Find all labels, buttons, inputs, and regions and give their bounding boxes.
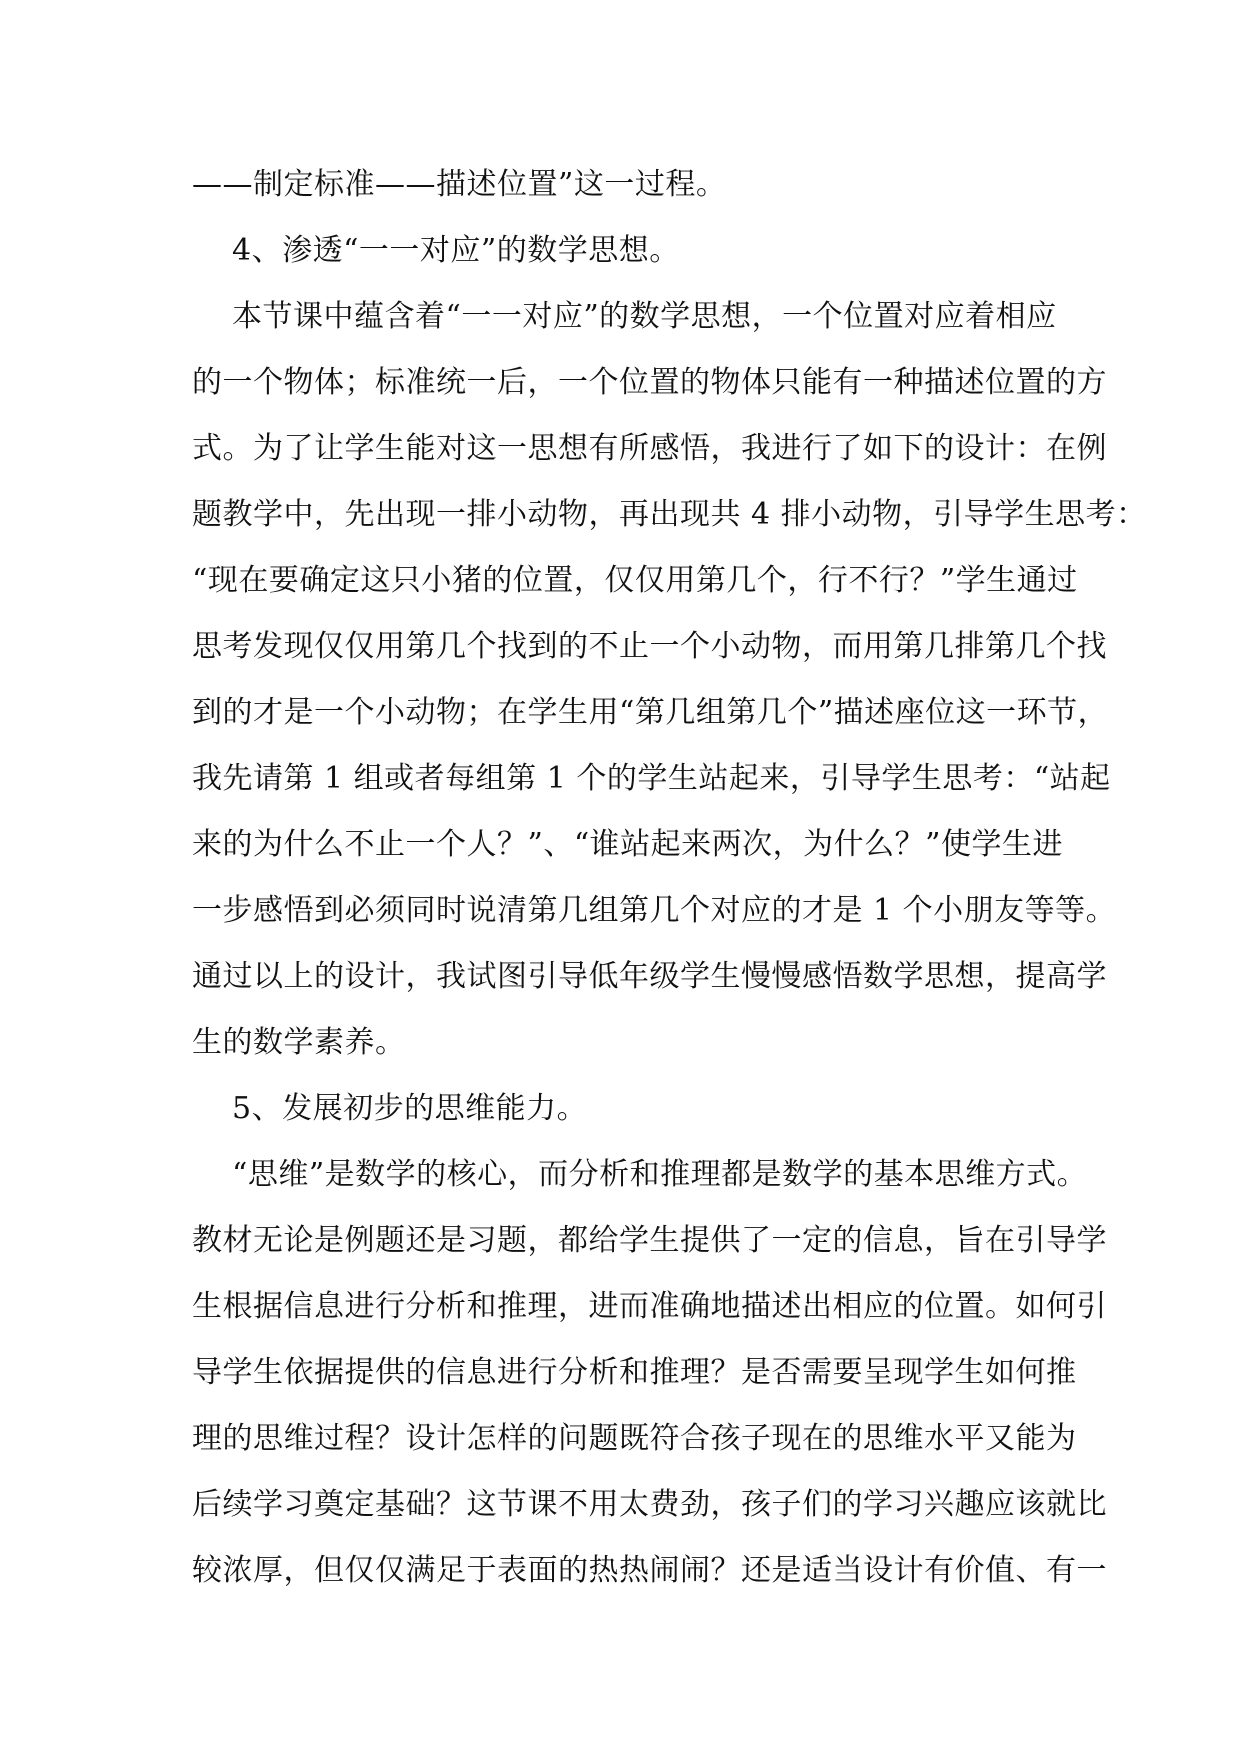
text-line: 本节课中蕴含着“一一对应”的数学思想，一个位置对应着相应 xyxy=(232,299,1057,334)
text-line: ——制定标准——描述位置”这一过程。 xyxy=(192,167,727,202)
text-line: 来的为什么不止一个人？”、“谁站起来两次，为什么？”使学生进 xyxy=(192,827,1064,862)
text-line: 到的才是一个小动物；在学生用“第几组第几个”描述座位这一环节， xyxy=(192,695,1109,730)
section-heading: 5、发展初步的思维能力。 xyxy=(232,1091,588,1126)
text-line: 理的思维过程？设计怎样的问题既符合孩子现在的思维水平又能为 xyxy=(192,1421,1077,1456)
text-line: 题教学中，先出现一排小动物，再出现共 4 排小动物，引导学生思考： xyxy=(192,497,1147,532)
text-line: 导学生依据提供的信息进行分析和推理？是否需要呈现学生如何推 xyxy=(192,1355,1077,1390)
text-line: 我先请第 1 组或者每组第 1 个的学生站起来，引导学生思考：“站起 xyxy=(192,761,1111,796)
text-line: 教材无论是例题还是习题，都给学生提供了一定的信息，旨在引导学 xyxy=(192,1223,1107,1258)
text-line: “现在要确定这只小猪的位置，仅仅用第几个，行不行？”学生通过 xyxy=(192,563,1078,598)
text-line: 生根据信息进行分析和推理，进而准确地描述出相应的位置。如何引 xyxy=(192,1289,1107,1324)
text-line: 式。为了让学生能对这一思想有所感悟，我进行了如下的设计：在例 xyxy=(192,431,1107,466)
section-heading: 4、渗透“一一对应”的数学思想。 xyxy=(232,233,680,268)
text-line: 思考发现仅仅用第几个找到的不止一个小动物，而用第几排第几个找 xyxy=(192,629,1107,664)
document-body xyxy=(192,152,1147,1604)
text-line: 生的数学素养。 xyxy=(192,1025,406,1060)
text-line: 的一个物体；标准统一后，一个位置的物体只能有一种描述位置的方 xyxy=(192,365,1107,400)
text-line: 一步感悟到必须同时说清第几组第几个对应的才是 1 个小朋友等等。 xyxy=(192,893,1117,928)
text-line: 较浓厚，但仅仅满足于表面的热热闹闹？还是适当设计有价值、有一 xyxy=(192,1553,1107,1588)
text-line: 通过以上的设计，我试图引导低年级学生慢慢感悟数学思想，提高学 xyxy=(192,959,1107,994)
text-line: “思维”是数学的核心，而分析和推理都是数学的基本思维方式。 xyxy=(232,1157,1088,1192)
text-line: 后续学习奠定基础？这节课不用太费劲，孩子们的学习兴趣应该就比 xyxy=(192,1487,1107,1522)
